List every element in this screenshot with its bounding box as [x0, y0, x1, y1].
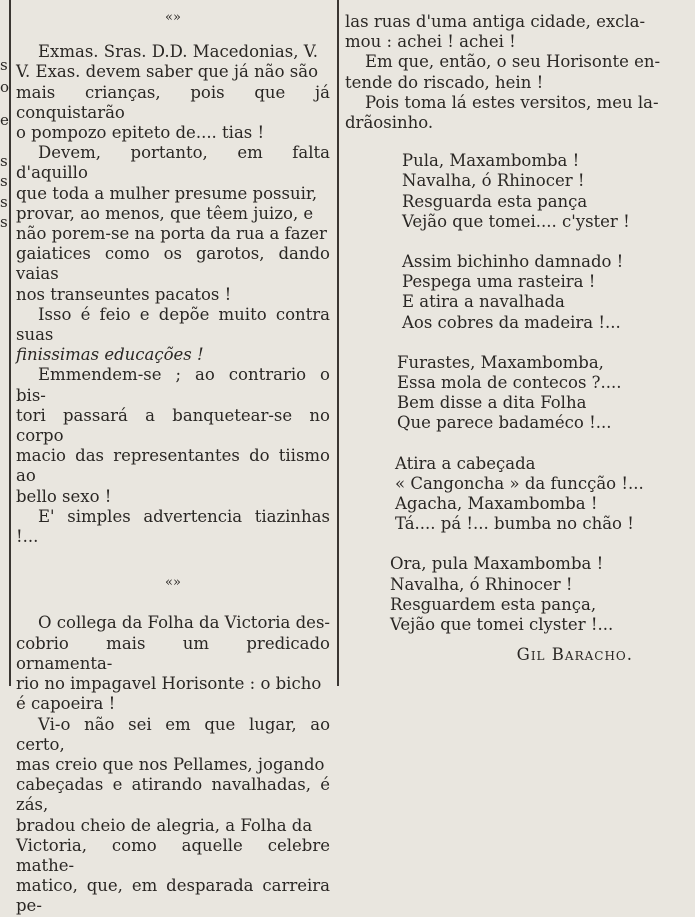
text-line: é capoeira ! — [16, 694, 116, 714]
verse-stanza-5 — [345, 554, 663, 635]
verse-line: Ora, pula Maxambomba ! — [390, 554, 604, 574]
verse-line: Pula, Maxambomba ! — [402, 151, 580, 171]
verse-line: Atira a cabeçada — [395, 453, 536, 473]
left-column — [16, 0, 330, 917]
text-line: rio no impagavel Horisonte : o bicho — [16, 674, 322, 694]
paragraph-emmendem — [16, 365, 330, 506]
ornament-top: «» — [165, 10, 181, 25]
verse-line: Assim bichinho damnado ! — [402, 252, 624, 272]
text-line: tende do riscado, hein ! — [345, 72, 544, 92]
verse-stanza-4 — [345, 454, 663, 535]
edge-char: s — [0, 172, 8, 190]
text-line: bello sexo ! — [16, 486, 112, 506]
text-line: Em que, então, o seu Horisonte en- — [365, 52, 661, 72]
text-line: las ruas d'uma antiga cidade, excla- — [345, 12, 646, 31]
verse-line: Navalha, ó Rhinocer ! — [402, 171, 585, 191]
text-line: cabeçadas e atirando navalhadas, é zás, — [16, 775, 330, 815]
verse-line: E atira a navalhada — [402, 292, 565, 312]
verse-stanza-3 — [345, 353, 663, 434]
text-line: mas creio que nos Pellames, jogando — [16, 754, 325, 774]
paragraph-isso — [16, 305, 330, 366]
verse-stanza-2 — [345, 252, 663, 333]
verse-line: Agacha, Maxambomba ! — [395, 494, 598, 514]
text-line: Exmas. Sras. D.D. Macedonias, V. — [38, 42, 319, 62]
paragraph-vi-o — [16, 715, 330, 917]
verse-line: Navalha, ó Rhinocer ! — [390, 574, 573, 594]
verse-stanza-1 — [345, 151, 663, 232]
right-column — [345, 12, 663, 665]
verse-line: Furastes, Maxambomba, — [397, 352, 604, 372]
edge-char: s — [0, 56, 8, 74]
column-divider-rule — [337, 0, 339, 686]
text-line: macio das representantes do tiismo ao — [16, 446, 330, 486]
edge-char: o — [0, 78, 10, 96]
paragraph-horisonte — [345, 52, 663, 92]
text-line: Devem, portanto, em falta d'aquillo — [16, 143, 330, 183]
text-line: Isso é feio e depõe muito contra suas — [16, 304, 330, 345]
edge-char: s — [0, 213, 8, 231]
text-line: cobrio mais um predicado ornamenta- — [16, 633, 330, 673]
ornament-mid: «» — [165, 575, 181, 591]
verse-line: Aos cobres da madeira !... — [402, 312, 621, 332]
text-line: mais crianças, pois que já conquistarão — [16, 82, 330, 122]
text-line: Vi-o não sei em que lugar, ao certo, — [16, 714, 330, 754]
text-line: não porem-se na porta da rua a fazer — [16, 224, 327, 244]
verse-line: Vejão que tomei clyster !... — [390, 615, 614, 635]
paragraph-versitos — [345, 93, 663, 133]
edge-char: s — [0, 152, 8, 170]
verse-line: Essa mola de contecos ?.... — [397, 373, 622, 393]
text-line: finissimas educações ! — [16, 345, 204, 365]
text-line: drãosinho. — [345, 113, 434, 133]
paragraph-collega — [16, 613, 330, 714]
verse-line: Bem disse a dita Folha — [397, 393, 587, 413]
paragraph-devem — [16, 143, 330, 305]
verse-line: Que parece badaméco !... — [397, 413, 612, 433]
text-line: gaiatices como os garotos, dando vaias — [16, 244, 330, 284]
verse-line: Resguardem esta pança, — [390, 594, 597, 614]
edge-char: e — [0, 111, 9, 129]
text-line: mou : achei ! achei ! — [345, 32, 516, 52]
text-line: matico, que, em desparada carreira pe- — [16, 876, 330, 916]
left-margin-rule — [9, 0, 11, 686]
text-line: Victoria, como aquelle celebre mathe- — [16, 835, 330, 875]
verse-line: Vejão que tomei.... c'yster ! — [402, 211, 630, 231]
paragraph-ruas — [345, 12, 663, 52]
text-line: O collega da Folha da Victoria des- — [38, 613, 330, 633]
edge-char: s — [0, 193, 8, 211]
text-line: tori passará a banquetear-se no corpo — [16, 405, 330, 446]
text-line: bradou cheio de alegria, a Folha da — [16, 815, 313, 835]
text-line: Emmendem-se ; ao contrario o bis- — [16, 365, 330, 405]
text-line: nos transeuntes pacatos ! — [16, 284, 232, 304]
paragraph-address — [16, 42, 330, 143]
verse-line: « Cangoncha » da funcção !... — [395, 473, 644, 493]
text-line: provar, ao menos, que têem juizo, e — [16, 203, 314, 223]
author-signature: Gil Baracho. — [516, 645, 633, 665]
verse-line: Tá.... pá !... bumba no chão ! — [395, 514, 634, 534]
verse-line: Resguarda esta pança — [402, 191, 588, 211]
text-line: o pompozo epiteto de.... tias ! — [16, 123, 265, 143]
text-line: E' simples advertencia tiazinhas !... — [16, 506, 330, 547]
text-line: que toda a mulher presume possuir, — [16, 183, 318, 203]
verse-line: Pespega uma rasteira ! — [402, 272, 596, 292]
text-line: Pois toma lá estes versitos, meu la- — [365, 92, 659, 112]
paragraph-advertencia — [16, 507, 330, 547]
text-line: V. Exas. devem saber que já não são — [16, 62, 319, 82]
